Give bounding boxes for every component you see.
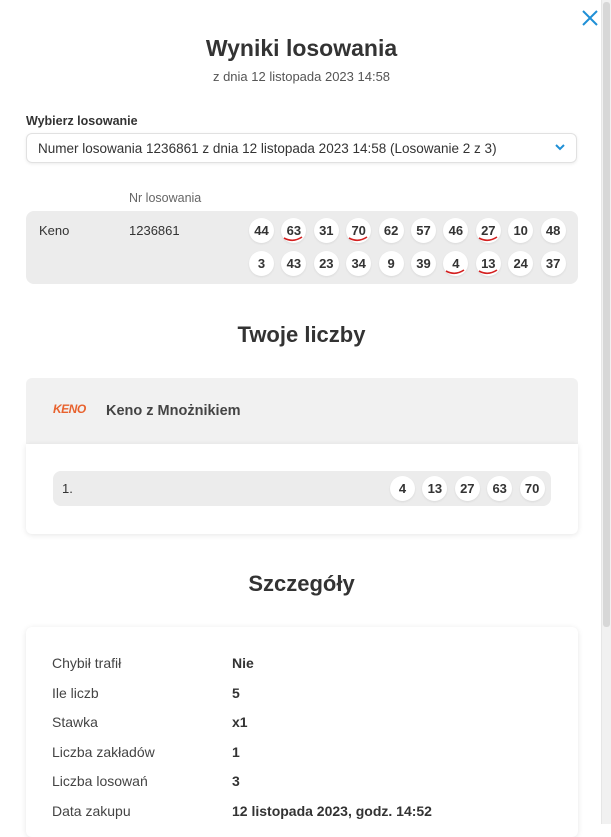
detail-label: Ile liczb xyxy=(52,684,99,701)
number-ball: 27 xyxy=(455,476,480,501)
number-ball: 23 xyxy=(314,251,339,276)
detail-label: Chybił trafił xyxy=(52,655,122,671)
draw-select-label: Wybierz losowanie xyxy=(26,114,138,128)
number-ball: 13 xyxy=(422,476,447,501)
detail-label: Stawka xyxy=(52,714,98,731)
number-ball: 27 xyxy=(476,218,501,243)
number-ball: 9 xyxy=(379,251,404,276)
page-title: Wyniki losowania xyxy=(205,35,398,61)
detail-label: Liczba zakładów xyxy=(52,743,155,760)
detail-value: 5 xyxy=(232,684,240,701)
draw-number-column-header: Nr losowania xyxy=(129,191,202,205)
detail-value: 1 xyxy=(232,743,240,760)
chevron-down-icon xyxy=(553,140,567,154)
scrollbar-thumb[interactable] xyxy=(603,2,610,627)
game-card-body xyxy=(26,444,578,534)
number-ball: 4 xyxy=(443,251,468,276)
hit-mark-icon xyxy=(283,236,303,242)
number-ball: 63 xyxy=(487,476,512,501)
hit-mark-icon xyxy=(478,269,498,275)
number-ball: 63 xyxy=(281,218,306,243)
hit-mark-icon xyxy=(445,269,465,275)
number-ball: 3 xyxy=(249,251,274,276)
detail-value: 12 listopada 2023, godz. 14:52 xyxy=(232,803,432,819)
game-card-header xyxy=(26,378,578,444)
number-ball: 10 xyxy=(508,218,533,243)
number-ball: 4 xyxy=(390,476,415,501)
number-ball: 34 xyxy=(346,251,371,276)
page-subtitle: z dnia 12 listopada 2023 14:58 xyxy=(212,69,391,84)
hit-mark-icon xyxy=(348,236,368,242)
keno-logo: KENO xyxy=(53,402,86,416)
number-ball: 37 xyxy=(541,251,566,276)
number-ball: 39 xyxy=(411,251,436,276)
draw-result-row xyxy=(26,211,578,284)
details-card xyxy=(26,627,578,837)
number-ball: 43 xyxy=(281,251,306,276)
detail-value: x1 xyxy=(232,714,248,731)
number-ball: 46 xyxy=(443,218,468,243)
draw-select-value: Numer losowania 1236861 z dnia 12 listopada 2023 14:58 (Losowanie 2 z 3) xyxy=(38,141,497,156)
detail-label: Data zakupu xyxy=(52,803,131,819)
bet-row xyxy=(53,471,551,506)
detail-value: 3 xyxy=(232,773,240,790)
detail-label: Liczba losowań xyxy=(52,773,148,790)
number-ball: 44 xyxy=(249,218,274,243)
draw-game-name: Keno xyxy=(39,223,70,238)
number-ball: 57 xyxy=(411,218,436,243)
number-ball: 24 xyxy=(508,251,533,276)
number-ball: 70 xyxy=(346,218,371,243)
draw-number: 1236861 xyxy=(129,223,180,238)
number-ball: 31 xyxy=(314,218,339,243)
draw-select[interactable] xyxy=(26,133,577,163)
details-heading: Szczegóły xyxy=(248,571,355,596)
your-numbers-heading: Twoje liczby xyxy=(237,322,366,347)
bet-index: 1. xyxy=(62,481,73,496)
detail-value: Nie xyxy=(232,655,254,671)
number-ball: 13 xyxy=(476,251,501,276)
number-ball: 62 xyxy=(379,218,404,243)
number-ball: 70 xyxy=(520,476,545,501)
close-icon[interactable] xyxy=(580,9,600,29)
scrollbar[interactable] xyxy=(601,0,611,824)
number-ball: 48 xyxy=(541,218,566,243)
game-name: Keno z Mnożnikiem xyxy=(106,403,241,419)
hit-mark-icon xyxy=(478,236,498,242)
